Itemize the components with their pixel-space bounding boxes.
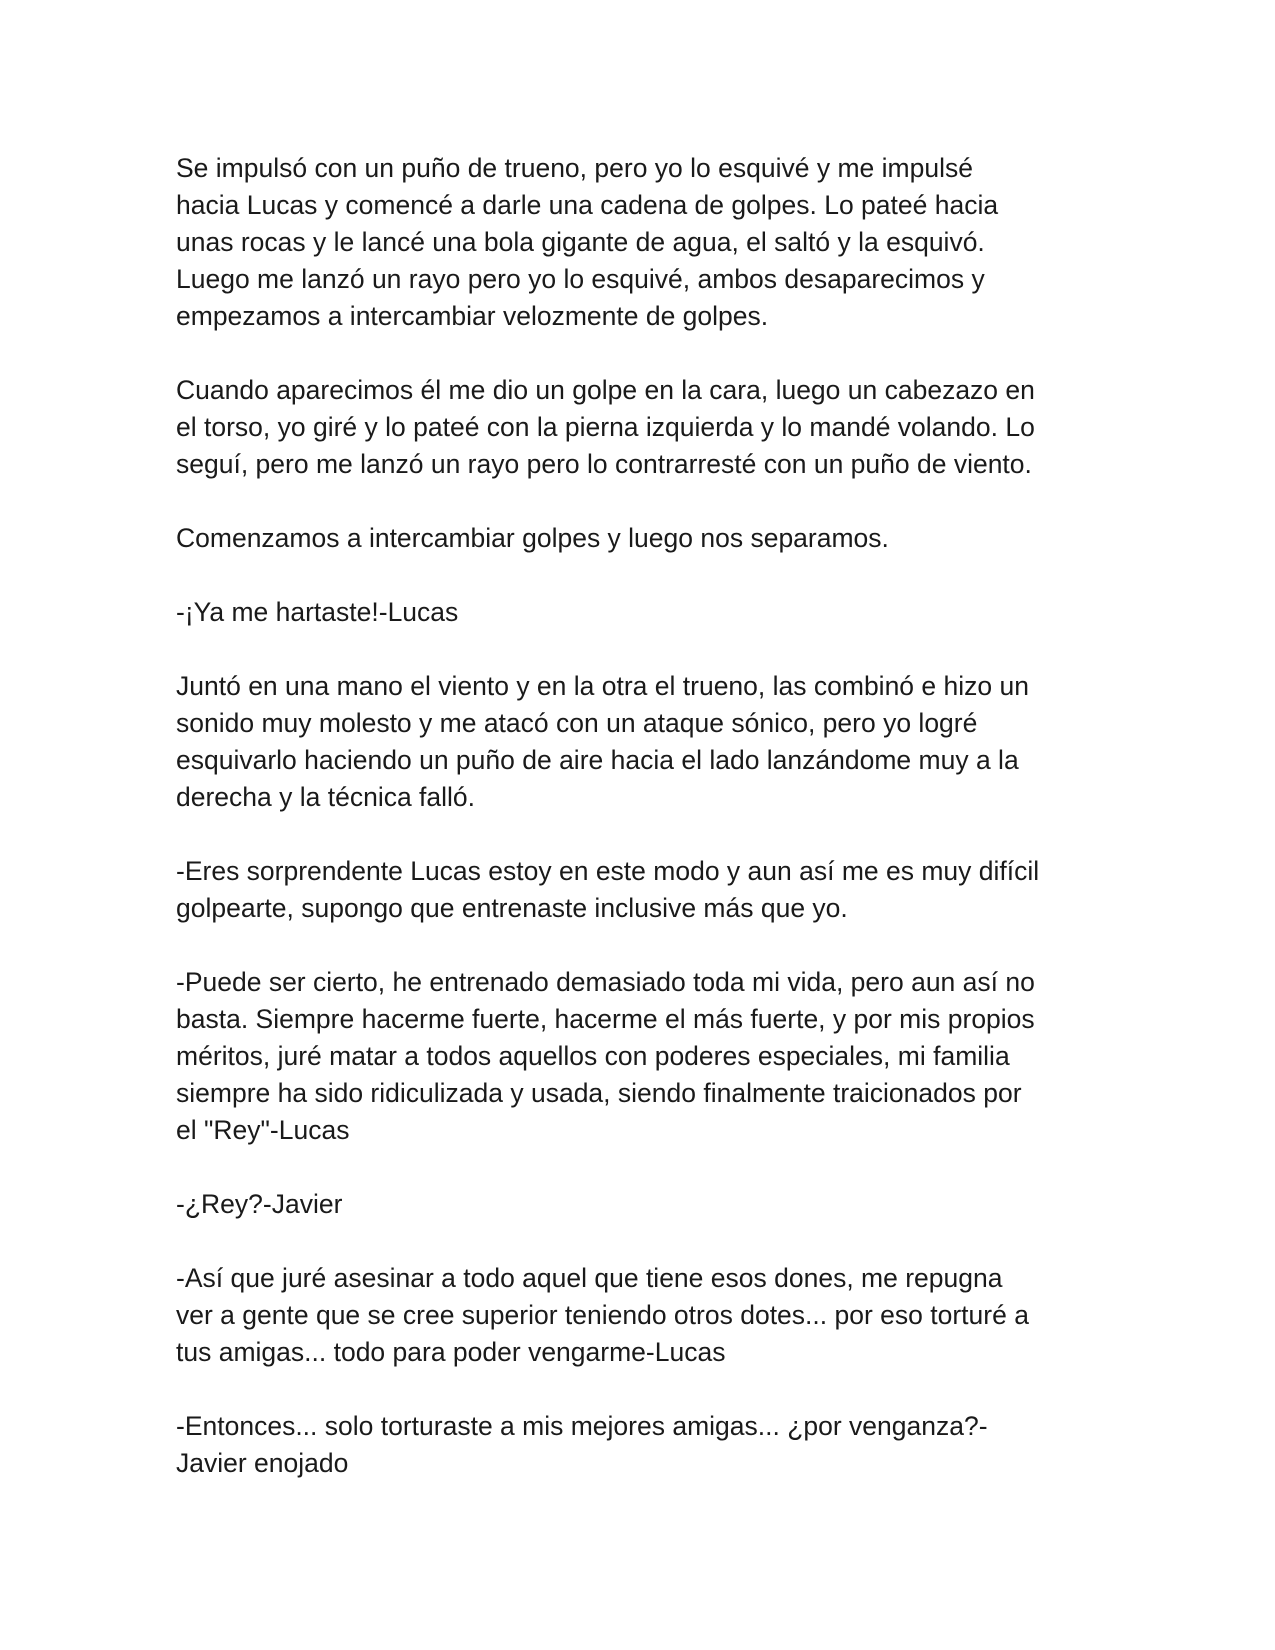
paragraph-3: Comenzamos a intercambiar golpes y luego nos separamos. (176, 523, 889, 553)
paragraph-2: Cuando aparecimos él me dio un golpe en la cara, luego un cabezazo en el torso, yo giré y lo pateé con la pierna izquierda y lo mandé volando. Lo seguí, pero me lanzó un rayo pero lo contrarresté con un puño de viento. (176, 375, 1035, 479)
paragraph-8: -¿Rey?-Javier (176, 1189, 343, 1219)
paragraph-9: -Así que juré asesinar a todo aquel que tiene esos dones, me repugna ver a gente que se cree superior teniendo otros dotes... por eso torturé a tus amigas... todo para poder vengarme-Lucas (176, 1263, 1029, 1367)
paragraph-7: -Puede ser cierto, he entrenado demasiado toda mi vida, pero aun así no basta. Siempre hacerme fuerte, hacerme el más fuerte, y por mis propios méritos, juré matar a todos aquellos con poderes especiales, mi familia siempre ha sido ridiculizada y usada, siendo finalmente traicionados por el "Rey"-Lucas (176, 967, 1035, 1145)
document-body (176, 150, 1106, 1519)
paragraph-10: -Entonces... solo torturaste a mis mejores amigas... ¿por venganza?- Javier enojado (176, 1411, 988, 1478)
paragraph-1: Se impulsó con un puño de trueno, pero yo lo esquivé y me impulsé hacia Lucas y comencé a darle una cadena de golpes. Lo pateé hacia unas rocas y le lancé una bola gigante de agua, el saltó y la esquivó. Luego me lanzó un rayo pero yo lo esquivé, ambos desaparecimos y empezamos a intercambiar velozmente de golpes. (176, 153, 999, 331)
paragraph-6: -Eres sorprendente Lucas estoy en este modo y aun así me es muy difícil golpearte, supongo que entrenaste inclusive más que yo. (176, 856, 1040, 923)
paragraph-4: -¡Ya me hartaste!-Lucas (176, 597, 459, 627)
paragraph-5: Juntó en una mano el viento y en la otra el trueno, las combinó e hizo un sonido muy molesto y me atacó con un ataque sónico, pero yo logré esquivarlo haciendo un puño de aire hacia el lado lanzándome muy a la derecha y la técnica falló. (176, 671, 1029, 812)
